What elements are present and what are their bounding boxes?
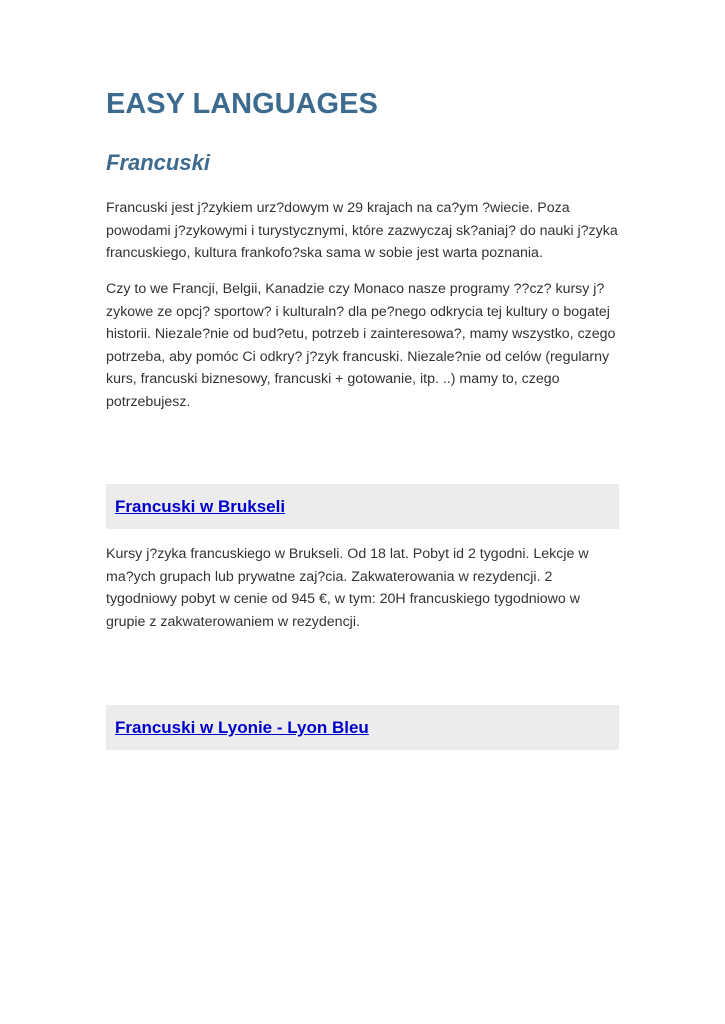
- course-link-lyonie[interactable]: Francuski w Lyonie - Lyon Bleu: [115, 718, 369, 737]
- site-title: EASY LANGUAGES: [106, 88, 378, 120]
- intro-paragraph: Czy to we Francji, Belgii, Kanadzie czy Monaco nasze programy ??cz? kursy j?zykowe ze opcj? sportow? i kulturaln? dla pe?nego odkrycia tej kultury o bogatej historii. Niezale?nie od bud?etu, potrzeb i zainteresowa?, mamy wszystko, czego potrzeba, aby pomóc Ci odkry? j?zyk francuski. Niezale?nie od celów (regularny kurs, francuski biznesowy, francuski + gotowanie, itp. ..) mamy to, czego potrzebujesz.: [106, 281, 616, 410]
- course-header-box: [106, 484, 619, 529]
- course-description: Kursy j?zyka francuskiego w Brukseli. Od 18 lat. Pobyt id 2 tygodni. Lekcje w ma?ych grupach lub prywatne zaj?cia. Zakwaterowania w rezydencji. 2 tygodniowy pobyt w cenie od 945 €, w tym: 20H francuskiego tygodniowo w grupie z zakwaterowaniem w rezydencji.: [106, 546, 589, 630]
- course-header-box: [106, 705, 619, 750]
- course-link-brukseli[interactable]: Francuski w Brukseli: [115, 497, 286, 516]
- section-title: Francuski: [106, 150, 210, 175]
- intro-paragraph: Francuski jest j?zykiem urz?dowym w 29 krajach na ca?ym ?wiecie. Poza powodami j?zykowymi i turystycznymi, które zazwyczaj sk?aniaj? do nauki j?zyka francuskiego, kultura frankofo?ska sama w sobie jest warta poznania.: [106, 200, 618, 261]
